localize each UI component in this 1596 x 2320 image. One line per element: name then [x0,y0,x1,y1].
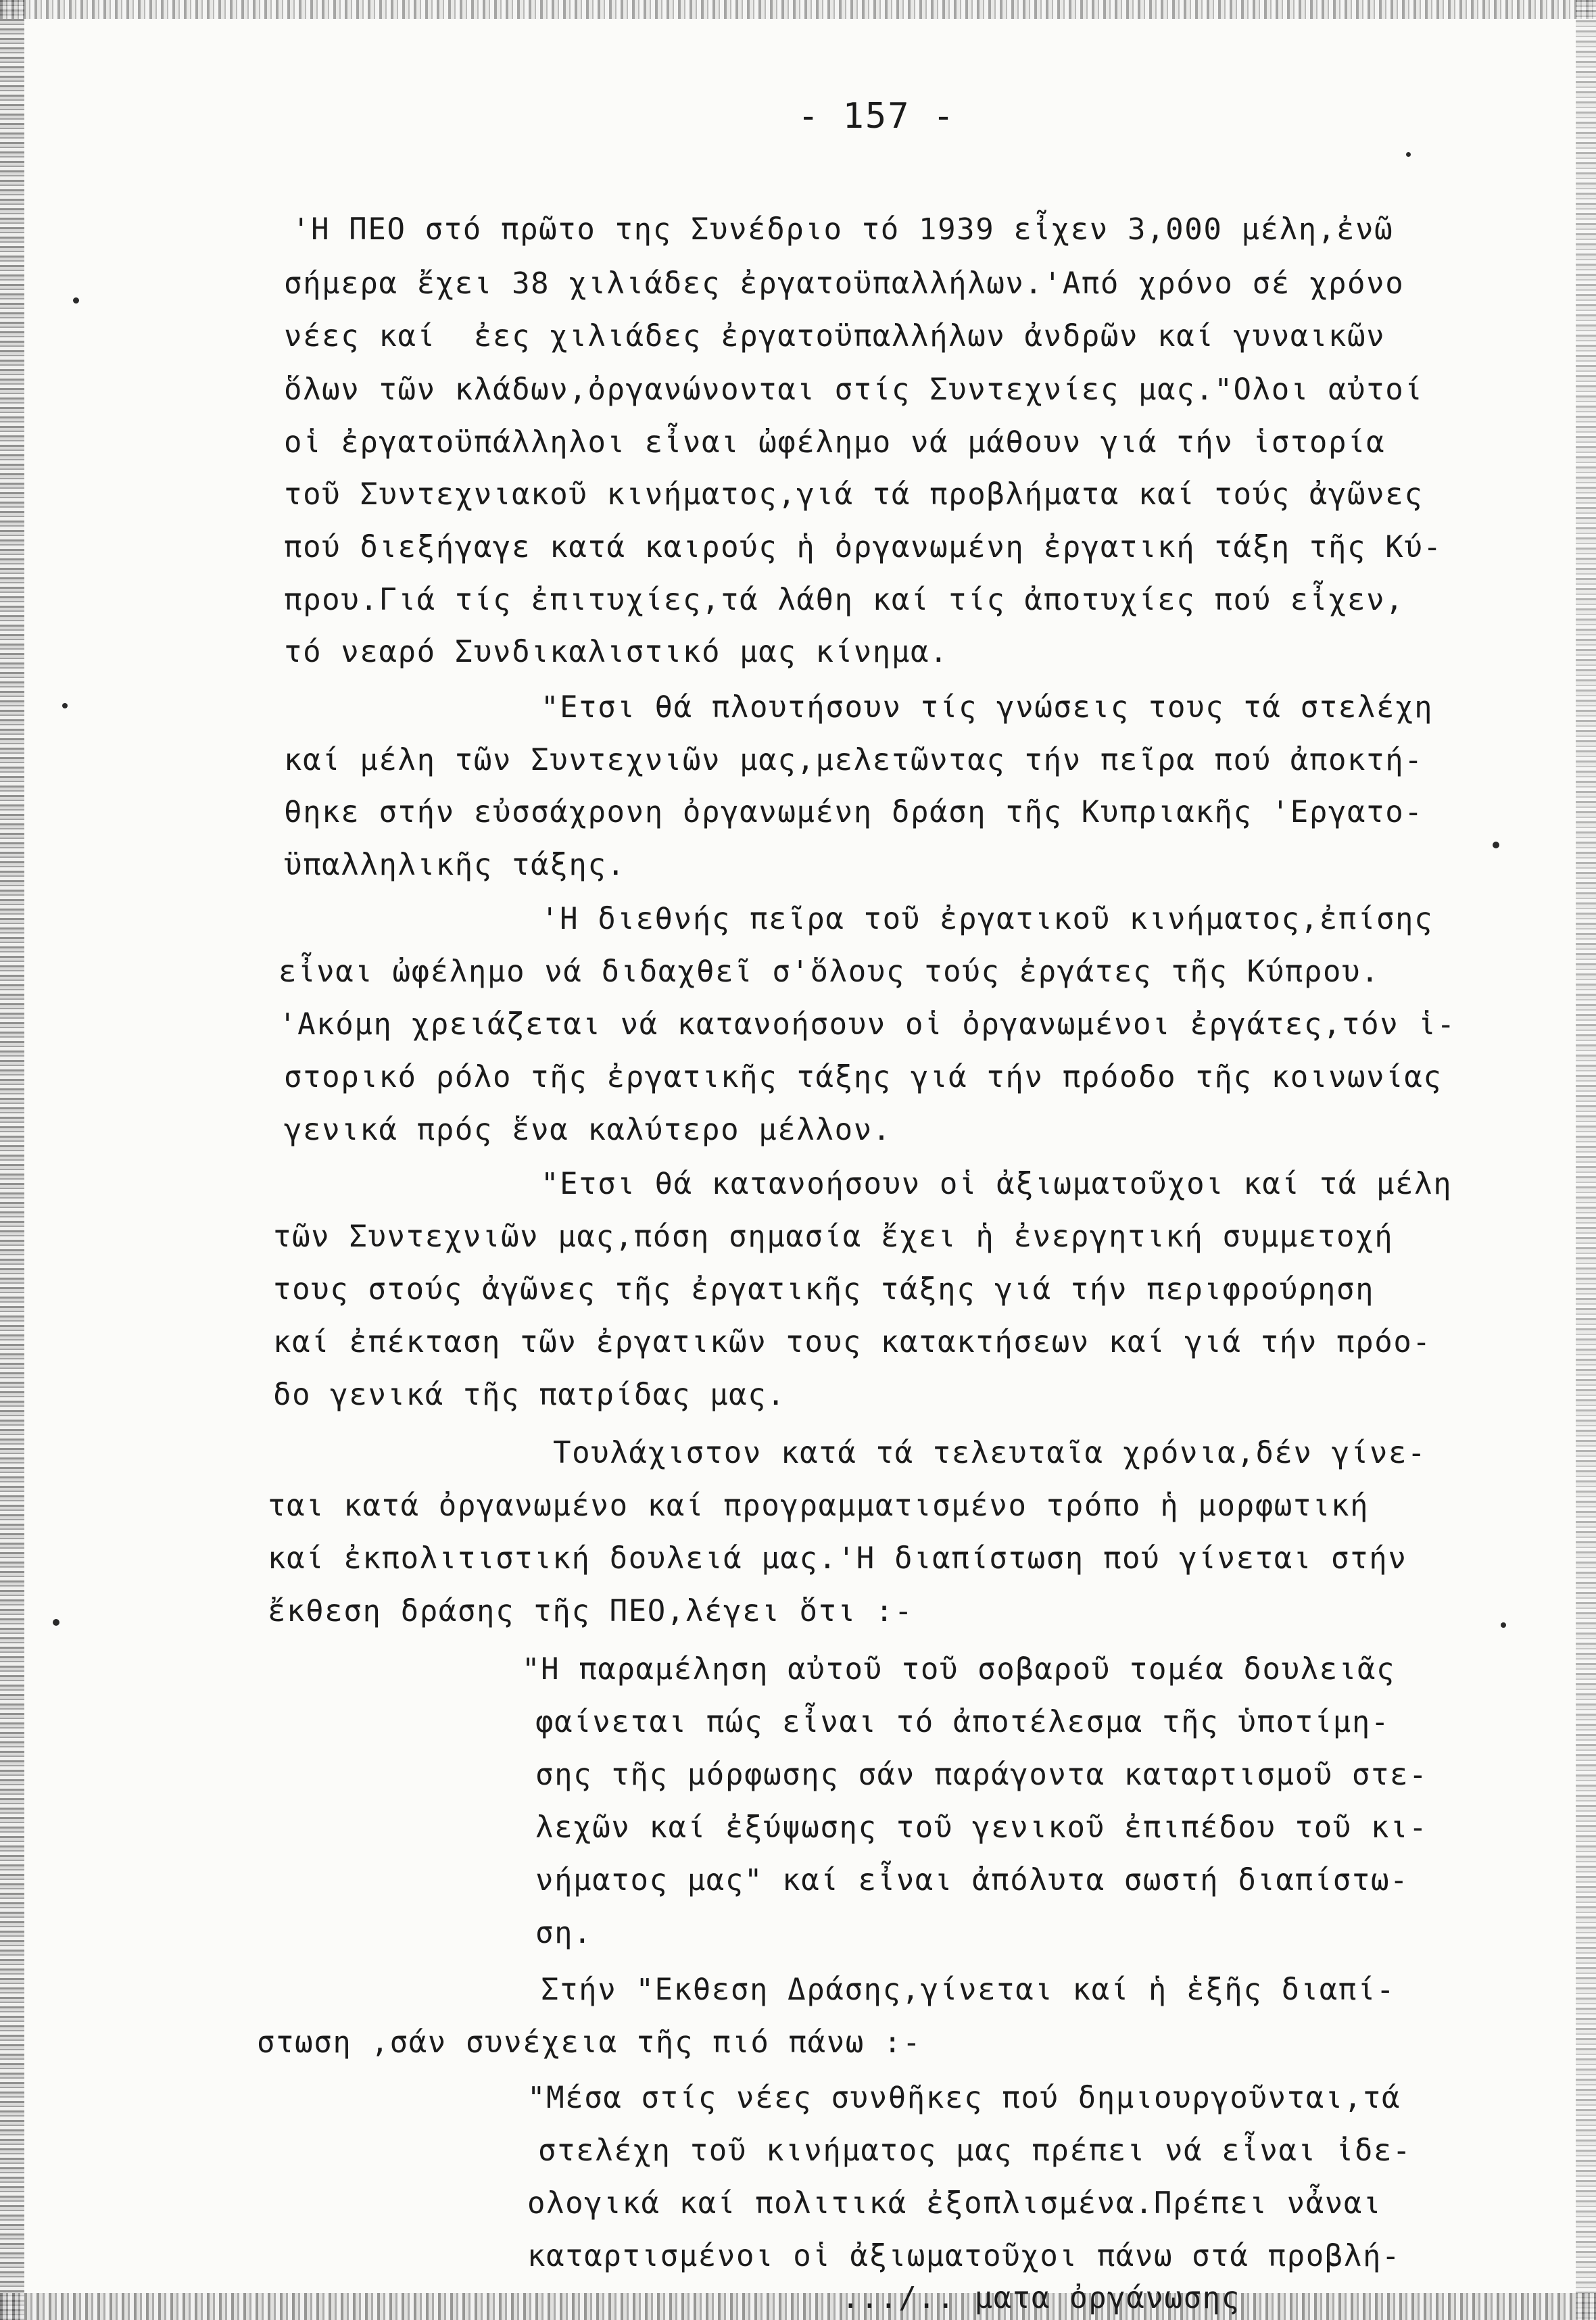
text-line: 'Ακόμη χρειάζεται νά κατανοήσουν οἱ ὀργανωμένοι ἐργάτες,τόν ἱ- [279,1007,1456,1042]
quote-line: ση. [535,1916,593,1950]
scan-speck [73,297,79,304]
quote-line: φαίνεται πώς εἶναι τό ἀποτέλεσμα τῆς ὑποτίμη- [535,1705,1391,1739]
scan-border-left [0,0,24,2320]
text-line: ὅλων τῶν κλάδων,ὀργανώνονται στίς Συντεχνίες μας."Ολοι αὐτοί [284,372,1424,407]
text-line: "Ετσι θά πλουτήσουν τίς γνώσεις τους τά στελέχη [541,690,1434,725]
text-line: 'Η διεθνής πεῖρα τοῦ ἐργατικοῦ κινήματος,ἐπίσης [541,902,1434,936]
scan-border-right [1576,0,1596,2320]
text-line: πρου.Γιά τίς ἐπιτυχίες,τά λάθη καί τίς ἀποτυχίες πού εἶχεν, [284,583,1405,617]
text-line: καί ἐπέκταση τῶν ἐργατικῶν τους κατακτήσεων καί γιά τήν πρόο- [273,1325,1432,1359]
text-line: 'Η ΠΕΟ στό πρῶτο της Συνέδριο τό 1939 εἶχεν 3,000 μέλη,ἐνῶ [292,212,1394,247]
quote-line: νήματος μας" καί εἶναι ἀπόλυτα σωστή διαπίστω- [535,1863,1409,1898]
text-line: πού διεξήγαγε κατά καιρούς ἡ ὀργανωμένη ἐργατική τάξη τῆς Κύ- [284,530,1443,564]
text-line: στορικό ρόλο τῆς ἐργατικῆς τάξης γιά τήν πρόοδο τῆς κοινωνίας [284,1060,1443,1094]
text-line: γενικά πρός ἕνα καλύτερο μέλλον. [284,1113,892,1147]
text-line: καί ἐκπολιτιστική δουλειά μας.'Η διαπίστωση πού γίνεται στήν [268,1541,1407,1576]
text-line: Τουλάχιστον κατά τά τελευταῖα χρόνια,δέν γίνε- [553,1436,1427,1470]
text-line: δο γενικά τῆς πατρίδας μας. [273,1378,786,1412]
text-line: Στήν "Εκθεση Δράσης,γίνεται καί ἡ ἑξῆς διαπί- [541,1973,1396,2007]
scan-speck [1406,152,1411,157]
text-line: "Ετσι θά κατανοήσουν οἱ ἀξιωματοῦχοι καί τά μέλη [541,1167,1453,1201]
text-line: τό νεαρό Συνδικαλιστικό μας κίνημα. [284,635,949,669]
scan-border-bottom [0,2293,1596,2320]
quote-line: στελέχη τοῦ κινήματος μας πρέπει νά εἶναι ἰδε- [538,2133,1412,2168]
scan-speck [62,703,68,708]
text-line: ἔκθεση δράσης τῆς ΠΕΟ,λέγει ὅτι :- [268,1594,914,1628]
quote-line: "Μέσα στίς νέες συνθῆκες πού δημιουργοῦνται,τά [527,2081,1401,2115]
text-line: τοῦ Συντεχνιακοῦ κινήματος,γιά τά προβλήματα καί τούς ἀγῶνες [284,477,1424,512]
page-number: - 157 - [798,96,956,137]
text-line: οἱ ἐργατοϋπάλληλοι εἶναι ὠφέλημο νά μάθουν γιά τήν ἱστορία [284,425,1386,460]
scan-speck [1493,842,1499,848]
text-line: εἶναι ὠφέλημο νά διδαχθεῖ σ'ὅλους τούς ἐργάτες τῆς Κύπρου. [279,954,1380,989]
text-line: στωση ,σάν συνέχεια τῆς πιό πάνω :- [257,2025,922,2060]
quote-line: σης τῆς μόρφωσης σάν παράγοντα καταρτισμοῦ στε- [535,1758,1428,1792]
text-line: θηκε στήν εὐσσάχρονη ὀργανωμένη δράση τῆς Κυπριακῆς 'Εργατο- [284,795,1424,829]
quote-line: "Η παραμέληση αὐτοῦ τοῦ σοβαροῦ τομέα δουλειᾶς [522,1652,1396,1687]
catchword: .../.. ματα ὀργάνωσης [842,2281,1240,2315]
text-line: σήμερα ἔχει 38 χιλιάδες ἐργατοϋπαλλήλων.'Από χρόνο σέ χρόνο [284,266,1405,301]
scan-speck [1501,1622,1506,1628]
quote-line: ολογικά καί πολιτικά ἐξοπλισμένα.Πρέπει νἆναι [527,2186,1382,2221]
quote-line: λεχῶν καί ἐξύψωσης τοῦ γενικοῦ ἐπιπέδου τοῦ κι- [535,1810,1428,1845]
text-line: τῶν Συντεχνιῶν μας,πόση σημασία ἔχει ἡ ἐνεργητική συμμετοχή [273,1219,1394,1254]
text-line: ται κατά ὀργανωμένο καί προγραμματισμένο τρόπο ἡ μορφωτική [268,1489,1370,1523]
scan-speck [53,1619,59,1626]
scan-border-top [0,0,1596,19]
text-line: νέες καί ἐες χιλιάδες ἐργατοϋπαλλήλων ἀνδρῶν καί γυναικῶν [284,319,1386,354]
text-line: ϋπαλληλικῆς τάξης. [284,848,626,882]
text-line: τους στούς ἀγῶνες τῆς ἐργατικῆς τάξης γιά τήν περιφρούρηση [273,1272,1375,1307]
quote-line: καταρτισμένοι οἱ ἀξιωματοῦχοι πάνω στά προβλή- [527,2239,1401,2273]
text-line: καί μέλη τῶν Συντεχνιῶν μας,μελετῶντας τήν πεῖρα πού ἀποκτή- [284,743,1424,777]
